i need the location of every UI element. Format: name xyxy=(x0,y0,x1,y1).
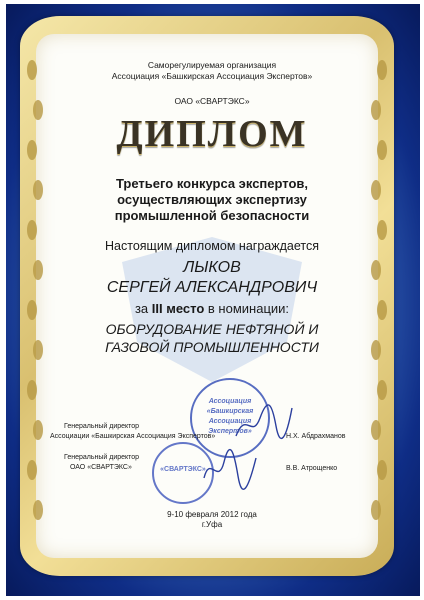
signatory-1-title: Генеральный директор xyxy=(64,423,140,430)
signature-2-icon xyxy=(200,448,260,492)
stamp1-line-4: Экспертов» xyxy=(208,428,252,435)
nomination-line-1: ОБОРУДОВАНИЕ НЕФТЯНОЙ И xyxy=(105,321,319,337)
signatory-2-org: ОАО «СВАРТЭКС» xyxy=(70,464,132,471)
stamp2-text: «СВАРТЭКС» xyxy=(160,466,206,473)
contest-line-1: Третьего конкурса экспертов, xyxy=(115,176,309,191)
place-line xyxy=(0,301,424,316)
nomination-line-2: ГАЗОВОЙ ПРОМЫШЛЕННОСТИ xyxy=(105,339,319,355)
stamp1-line-1: Ассоциация xyxy=(208,398,252,405)
contest-line-2: осуществляющих экспертизу xyxy=(117,192,307,207)
stamp1-line-3: Ассоциация xyxy=(208,418,252,425)
place-rank: III место xyxy=(151,301,205,316)
header-line-3: ОАО «СВАРТЭКС» xyxy=(174,96,250,106)
signatory-2-name: В.В. Атрощенко xyxy=(286,465,338,472)
signatory-1-org: Ассоциации «Башкирская Ассоциация Экспертов» xyxy=(50,433,216,440)
recipient-surname: ЛЫКОВ xyxy=(183,259,241,276)
certificate-title: ДИПЛОМ xyxy=(116,113,308,155)
contest-line-3: промышленной безопасности xyxy=(114,208,310,223)
event-city: г.Уфа xyxy=(201,520,223,529)
place-prefix: за xyxy=(134,301,149,316)
header-line-1: Саморегулируемая организация xyxy=(147,60,277,70)
stamp1-line-2: «Башкирская xyxy=(206,408,254,415)
signatory-2-title: Генеральный директор xyxy=(64,454,140,461)
header-line-2: Ассоциация «Башкирская Ассоциация Экспертов» xyxy=(111,71,313,81)
recipient-name: СЕРГЕЙ АЛЕКСАНДРОВИЧ xyxy=(106,279,318,296)
event-date: 9-10 февраля 2012 года xyxy=(167,510,257,519)
award-line: Настоящим дипломом награждается xyxy=(105,239,319,253)
place-suffix: в номинации: xyxy=(207,301,290,316)
signatory-1-name: Н.Х. Абдрахманов xyxy=(286,433,346,440)
